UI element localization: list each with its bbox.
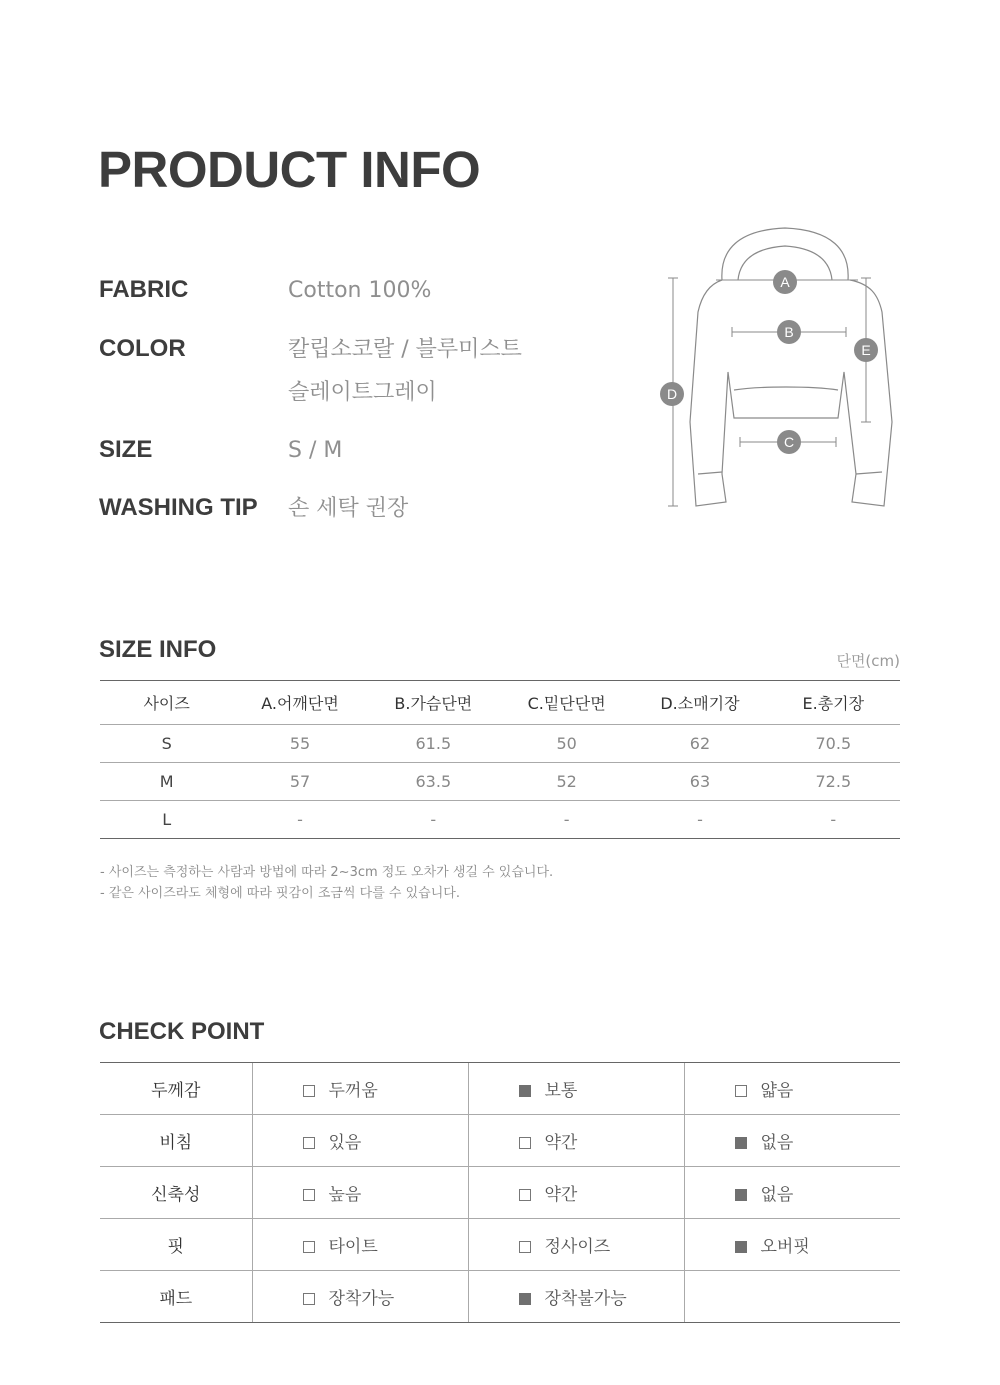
cell: -: [367, 801, 500, 839]
check-option-label: 얇음: [760, 1081, 794, 1101]
header-e: E.총기장: [767, 681, 900, 725]
check-table: [100, 1062, 900, 1323]
marker-d-label: D: [666, 386, 678, 402]
cell: -: [500, 801, 633, 839]
washing-label: WASHING TIP: [99, 494, 258, 521]
check-option-label: 없음: [760, 1133, 794, 1153]
check-row-stretch: [100, 1167, 900, 1219]
check-row-thickness: [100, 1063, 900, 1115]
checkbox-icon: [303, 1241, 315, 1253]
check-option-label: 높음: [328, 1185, 362, 1205]
note-1: - 사이즈는 측정하는 사람과 방법에 따라 2~3cm 정도 오차가 생길 수 있습니다.: [100, 865, 554, 880]
checkbox-icon: [519, 1085, 531, 1097]
header-b: B.가슴단면: [367, 681, 500, 725]
cell: M: [100, 763, 233, 801]
check-option-label: 없음: [760, 1185, 794, 1205]
check-option: [468, 1219, 684, 1271]
check-label: 신축성: [100, 1167, 252, 1219]
page-title: PRODUCT INFO: [98, 141, 481, 198]
checkbox-icon: [303, 1137, 315, 1149]
color-value-2: 슬레이트그레이: [288, 380, 437, 405]
check-option: [468, 1167, 684, 1219]
color-label: COLOR: [99, 335, 186, 362]
cell: -: [767, 801, 900, 839]
checkbox-icon: [735, 1189, 747, 1201]
fabric-value: Cotton 100%: [288, 278, 432, 303]
checkbox-icon: [303, 1293, 315, 1305]
check-option-label: 정사이즈: [544, 1237, 611, 1257]
size-notes: [100, 862, 553, 904]
check-option: [684, 1167, 900, 1219]
check-option-label: 보통: [544, 1081, 578, 1101]
table-row: [100, 725, 900, 763]
checkbox-icon: [519, 1293, 531, 1305]
checkbox-icon: [519, 1241, 531, 1253]
cell: -: [233, 801, 366, 839]
header-d: D.소매기장: [633, 681, 766, 725]
check-option: [684, 1115, 900, 1167]
check-option: [684, 1063, 900, 1115]
cell: 57: [233, 763, 366, 801]
marker-a-label: A: [780, 274, 790, 290]
check-option-label: 두꺼움: [328, 1081, 378, 1101]
marker-b-label: B: [784, 324, 794, 340]
check-option: [252, 1271, 468, 1323]
check-option-empty: [684, 1271, 900, 1323]
check-option: [468, 1271, 684, 1323]
check-point-title: CHECK POINT: [99, 1018, 265, 1045]
check-label: 패드: [100, 1271, 252, 1323]
cell: L: [100, 801, 233, 839]
check-label: 두께감: [100, 1063, 252, 1115]
fabric-label: FABRIC: [99, 276, 189, 303]
cell: 72.5: [767, 763, 900, 801]
check-option-label: 오버핏: [760, 1237, 810, 1257]
check-option: [684, 1219, 900, 1271]
check-label: 비침: [100, 1115, 252, 1167]
cell: 63: [633, 763, 766, 801]
check-row-pad: [100, 1271, 900, 1323]
size-value: S / M: [288, 438, 343, 463]
check-option-label: 타이트: [328, 1237, 378, 1257]
checkbox-icon: [735, 1085, 747, 1097]
check-option-label: 약간: [544, 1185, 578, 1205]
table-row: [100, 801, 900, 839]
check-option-label: 있음: [328, 1133, 362, 1153]
checkbox-icon: [519, 1189, 531, 1201]
check-option-label: 약간: [544, 1133, 578, 1153]
color-value-1: 칼립소코랄 / 블루미스트: [288, 337, 522, 362]
check-option-label: 장착가능: [328, 1289, 395, 1309]
marker-c-label: C: [783, 434, 795, 450]
size-label: SIZE: [99, 436, 153, 463]
check-option: [252, 1063, 468, 1115]
check-option: [468, 1063, 684, 1115]
cuff-right: [856, 472, 882, 474]
hoodie-sketch: [650, 222, 910, 522]
checkbox-icon: [303, 1085, 315, 1097]
size-table: [100, 680, 900, 839]
size-info-title: SIZE INFO: [99, 636, 217, 663]
size-table-header: [100, 681, 900, 725]
check-option: [468, 1115, 684, 1167]
marker-e-label: E: [861, 342, 871, 358]
check-option: [252, 1167, 468, 1219]
cell: 52: [500, 763, 633, 801]
note-2: - 같은 사이즈라도 체형에 따라 핏감이 조금씩 다를 수 있습니다.: [100, 886, 460, 901]
waistband: [734, 387, 838, 390]
check-option: [252, 1219, 468, 1271]
header-a: A.어깨단면: [233, 681, 366, 725]
checkbox-icon: [519, 1137, 531, 1149]
check-row-see-through: [100, 1115, 900, 1167]
header-size: 사이즈: [100, 681, 233, 725]
cell: 63.5: [367, 763, 500, 801]
unit-label: 단면(cm): [836, 652, 900, 670]
cell: 70.5: [767, 725, 900, 763]
cell: 55: [233, 725, 366, 763]
check-option: [252, 1115, 468, 1167]
check-row-fit: [100, 1219, 900, 1271]
cell: S: [100, 725, 233, 763]
washing-value: 손 세탁 권장: [288, 496, 409, 521]
table-row: [100, 763, 900, 801]
checkbox-icon: [303, 1189, 315, 1201]
check-option-label: 장착불가능: [544, 1289, 627, 1309]
cell: 61.5: [367, 725, 500, 763]
check-label: 핏: [100, 1219, 252, 1271]
cuff-left: [698, 472, 722, 474]
cell: 62: [633, 725, 766, 763]
cell: -: [633, 801, 766, 839]
checkbox-icon: [735, 1137, 747, 1149]
checkbox-icon: [735, 1241, 747, 1253]
header-c: C.밑단단면: [500, 681, 633, 725]
cell: 50: [500, 725, 633, 763]
